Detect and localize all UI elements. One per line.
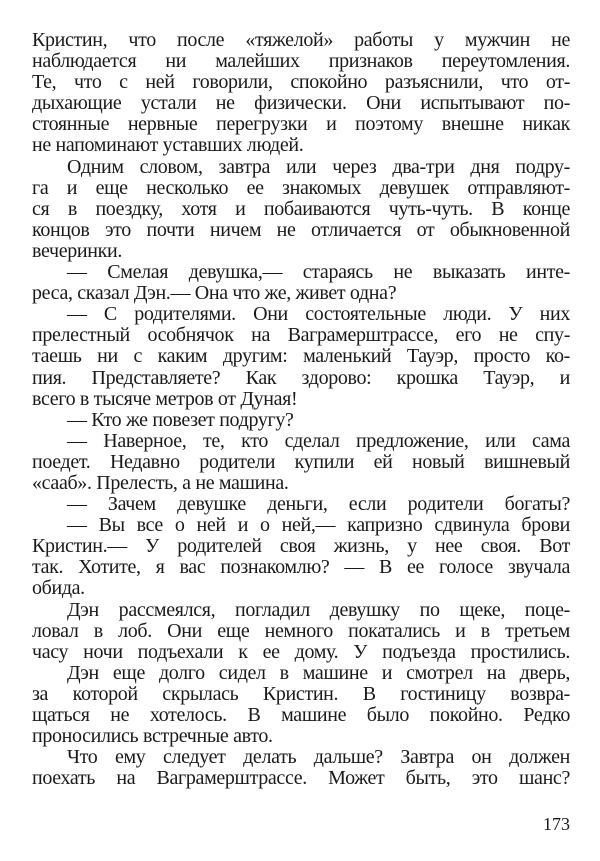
text-line: поедет. Недавно родители купили ей новый вишневый (32, 450, 570, 473)
paragraph-first-line: — Смелая девушка,— стараясь не выказать инте- (67, 261, 570, 284)
text-line: вечеринки. (32, 239, 122, 262)
text-line: концов это почти ничем не отличается от обыкновенной (32, 218, 570, 241)
paragraph-first-line: — Наверное, те, кто сделал предложение, или сама (67, 429, 570, 452)
paragraph-first-line: — Кто же повезет подругу? (67, 408, 294, 431)
paragraph-first-line: Что ему следует делать дальше? Завтра он должен (67, 746, 570, 769)
text-line: Те, что с ней говорили, спокойно разъяснили, что от- (32, 71, 570, 94)
text-line: Кристин, что после «тяжелой» работы у мужчин не (32, 29, 570, 51)
text-line: га и еще несколько ее знакомых девушек отправляют- (32, 176, 570, 199)
text-line: Кристин.— У родителей своя жизнь, у нее своя. Вот (32, 535, 570, 558)
paragraph-first-line: — Зачем девушке деньги, если родители богаты? (67, 493, 570, 516)
text-line: реса, сказал Дэн.— Она что же, живет одна? (32, 282, 397, 305)
paragraph-first-line: — С родителями. Они состоятельные люди. У них (67, 303, 570, 326)
text-line: поехать на Ваграмерштрассе. Может быть, это шанс? (32, 767, 570, 790)
paragraph-first-line: — Вы все о ней и о ней,— капризно сдвинула брови (67, 514, 570, 537)
text-line: «сааб». Прелесть, а не машина. (32, 471, 289, 494)
paragraph-first-line: Дэн еще долго сидел в машине и смотрел на дверь, (67, 661, 570, 684)
text-line: таешь ни с каким другим: маленький Тауэр, просто ко- (32, 345, 570, 368)
text-line: так. Хотите, я вас познакомлю? — В ее голосе звучала (32, 556, 570, 579)
text-line: стоянные нервные перегрузки и поэтому внешне никак (32, 113, 570, 136)
text-line: щаться не хотелось. В машине было покойно. Редко (32, 704, 570, 726)
paragraph-first-line: Дэн рассмеялся, погладил девушку по щеке, поце- (67, 598, 570, 621)
text-line: наблюдается ни малейших признаков переутомления. (32, 50, 570, 73)
text-line: часу ночи подъехали к ее дому. У подъезда простились. (32, 640, 570, 663)
text-line: ловал в лоб. Они еще немного покатались и в третьем (32, 619, 570, 642)
text-line: всего в тысяче метров от Дуная! (32, 387, 298, 410)
text-line: дыхающие устали не физически. Они испытывают по- (32, 92, 570, 115)
text-line: не напоминают уставших людей. (32, 134, 304, 157)
text-line: обида. (32, 577, 85, 600)
book-page-text (32, 30, 570, 789)
text-line: проносились встречные авто. (32, 725, 273, 748)
text-line: ся в поездку, хотя и побаиваются чуть-чуть. В конце (32, 197, 570, 220)
page-number: 173 (543, 814, 570, 834)
text-line: прелестный особнячок на Ваграмерштрассе, его не спу- (32, 324, 570, 347)
text-line: за которой скрылась Кристин. В гостиницу возвра- (32, 682, 570, 705)
paragraph-first-line: Одним словом, завтра или через два-три дня подру- (67, 155, 570, 178)
text-line: пия. Представляете? Как здорово: крошка Тауэр, и (32, 366, 570, 389)
